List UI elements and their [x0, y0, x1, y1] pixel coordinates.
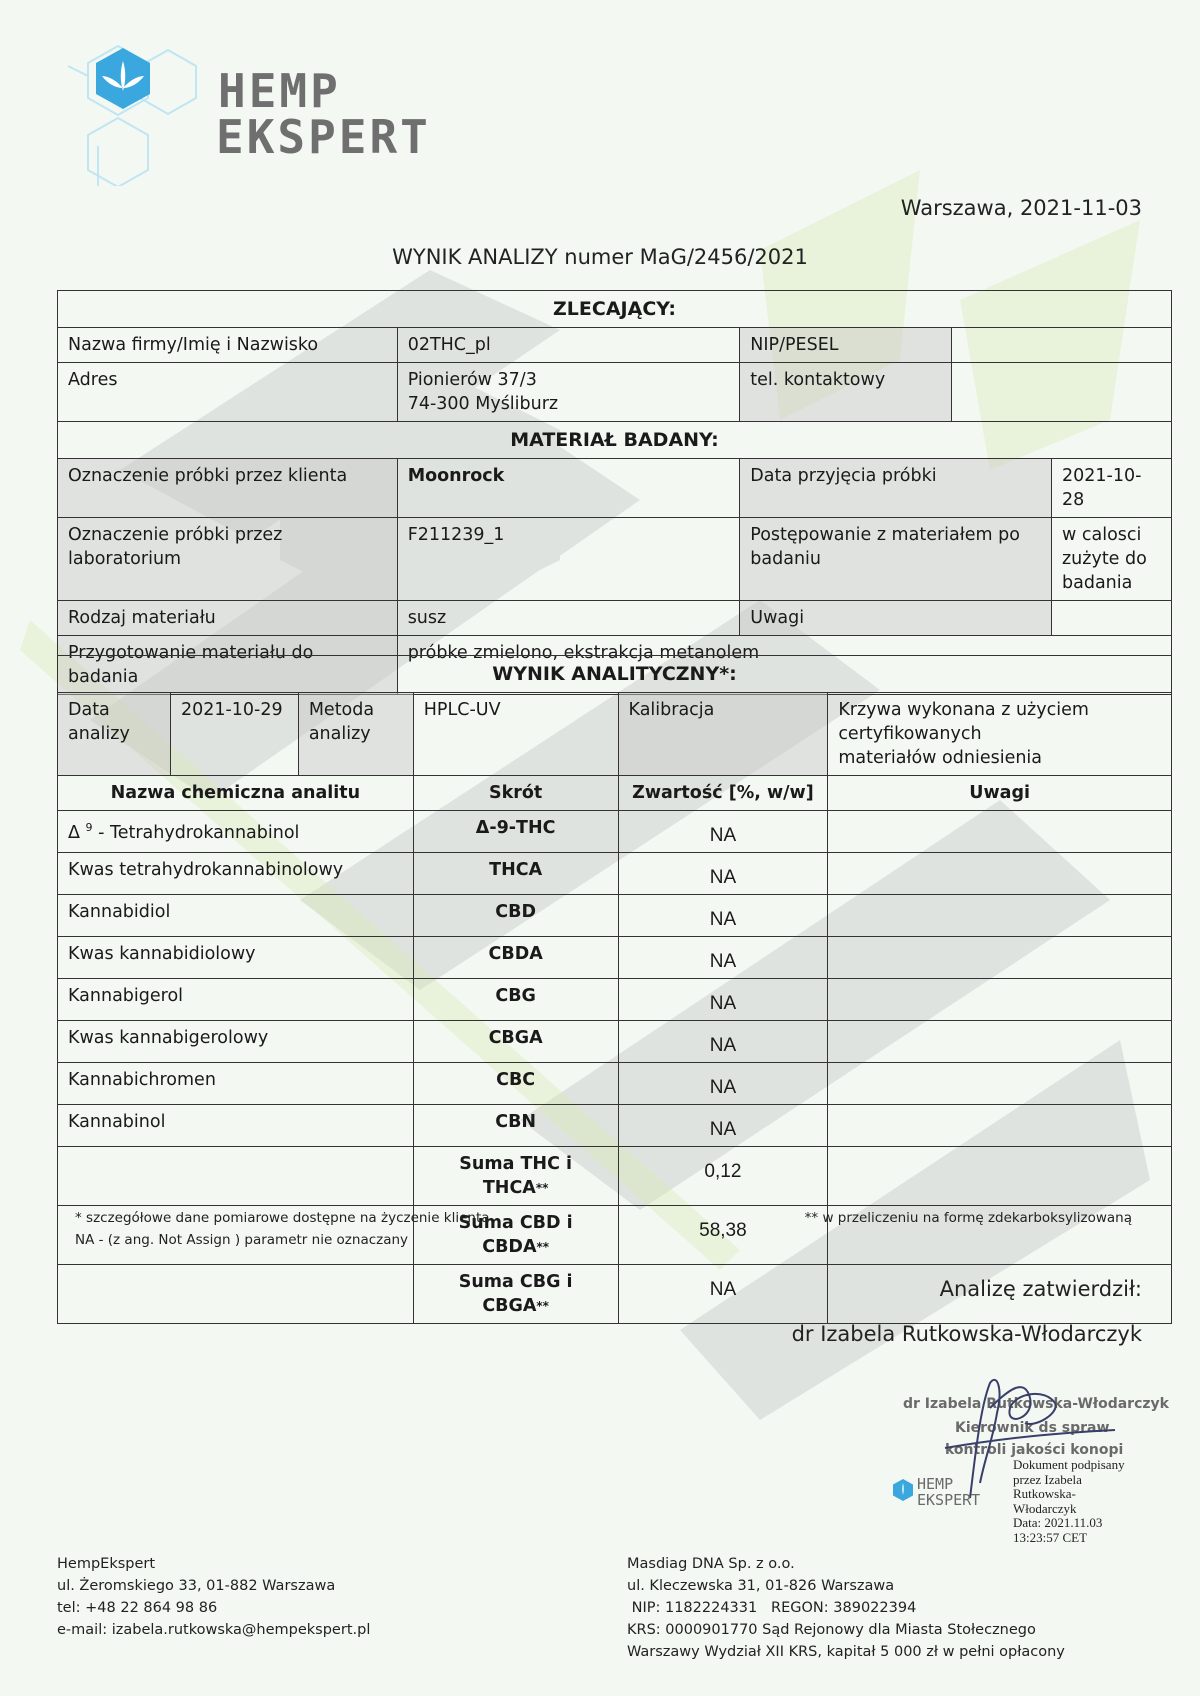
analyte-value: NA: [618, 1063, 828, 1105]
sum-label-text: Suma CBD i CBDA: [458, 1213, 573, 1257]
analyte-remark: [828, 811, 1172, 853]
analysis-date-value: 2021-10-29: [170, 693, 298, 776]
method-label-line-2: analizy: [308, 724, 371, 744]
table-row: [58, 853, 1172, 895]
footer-tax-ids: NIP: 1182224331 REGON: 389022394: [627, 1600, 917, 1616]
remarks-label: Uwagi: [740, 601, 1052, 636]
table-row: [58, 811, 1172, 853]
sum-value: 58,38: [618, 1206, 828, 1265]
analyte-abbr: CBC: [413, 1063, 618, 1105]
analysis-date-label-line-1: Data: [68, 700, 110, 720]
results-header-row: [58, 776, 1172, 811]
analyte-abbr: CBD: [413, 895, 618, 937]
analyte-name-superscript: 9: [85, 821, 93, 834]
sum-label-marker: **: [536, 1299, 549, 1313]
sum-label-marker: **: [535, 1181, 549, 1195]
approver-name: dr Izabela Rutkowska-Włodarczyk: [791, 1322, 1142, 1346]
calibration-value: [828, 693, 1172, 776]
logo-text: [216, 64, 431, 164]
table-row: [58, 895, 1172, 937]
sum-empty-cell: [58, 1265, 414, 1324]
approval-label: Analizę zatwierdził:: [939, 1277, 1142, 1301]
sum-label: [413, 1265, 618, 1324]
sum-empty-cell: [58, 1147, 414, 1206]
remarks-value: [1052, 601, 1172, 636]
analyte-name: Kannabigerol: [58, 979, 414, 1021]
analyte-value: NA: [618, 895, 828, 937]
analyte-remark: [828, 1063, 1172, 1105]
analyte-value: NA: [618, 853, 828, 895]
footer-address: ul. Kleczewska 31, 01-826 Warszawa: [627, 1578, 895, 1594]
client-name-value: 02THC_pl: [397, 328, 740, 363]
analyte-name: Kwas tetrahydrokannabinolowy: [58, 853, 414, 895]
city-date: Warszawa, 2021-11-03: [900, 196, 1142, 220]
client-material-table: [57, 290, 1172, 695]
preparation-value: próbke zmielono, ekstrakcja metanolem: [397, 636, 1171, 695]
analyte-abbr: CBG: [413, 979, 618, 1021]
stamp-logo-text: [917, 1476, 980, 1508]
table-row: [58, 1063, 1172, 1105]
footer-krs: KRS: 0000901770 Sąd Rejonowy dla Miasta Stołecznego: [627, 1622, 1036, 1638]
table-row: [58, 1021, 1172, 1063]
analyte-abbr: THCA: [413, 853, 618, 895]
method-value: HPLC-UV: [413, 693, 618, 776]
analyte-remark: [828, 979, 1172, 1021]
column-header-analyte: Nazwa chemiczna analitu: [58, 776, 414, 811]
analyte-abbr: CBN: [413, 1105, 618, 1147]
table-row: [58, 1105, 1172, 1147]
analyte-remark: [828, 937, 1172, 979]
analyte-name: Kannabinol: [58, 1105, 414, 1147]
phone-label: tel. kontaktowy: [740, 363, 952, 422]
analyte-abbr: CBGA: [413, 1021, 618, 1063]
footnote-decarboxylated: ** w przeliczeniu na formę zdekarboksylizowaną: [804, 1210, 1132, 1226]
footer-email: e-mail: izabela.rutkowska@hempekspert.pl: [57, 1622, 371, 1638]
analyte-value: NA: [618, 811, 828, 853]
handling-value-line-2: zużyte do: [1062, 549, 1147, 569]
footnote-measurement: * szczegółowe dane pomiarowe dostępne na życzenie klienta: [75, 1210, 490, 1226]
stamp-logo-hemp: HEMP: [917, 1475, 954, 1493]
table-row: [58, 937, 1172, 979]
footer-phone: tel: +48 22 864 98 86: [57, 1600, 218, 1616]
material-section-title: MATERIAŁ BADANY:: [58, 422, 1172, 459]
stamp-name: dr Izabela Rutkowska-Włodarczyk: [903, 1396, 1169, 1412]
footer-company-name: HempEkspert: [57, 1556, 156, 1572]
sum-label-text: Suma THC i THCA: [459, 1154, 572, 1198]
analysis-date-label: [58, 693, 171, 776]
esign-line: Dokument podpisany: [1013, 1457, 1125, 1472]
received-date-label: Data przyjęcia próbki: [740, 459, 1052, 518]
stamp-logo-icon: [891, 1478, 915, 1502]
phone-value: [952, 363, 1172, 422]
analyte-remark: [828, 1021, 1172, 1063]
nip-label: NIP/PESEL: [740, 328, 952, 363]
logo-hexagon-icon: [68, 36, 218, 186]
analyte-name: [58, 811, 414, 853]
material-type-label: Rodzaj materiału: [58, 601, 398, 636]
nip-value: [952, 328, 1172, 363]
hemp-ekspert-logo: [68, 36, 431, 186]
footer-left: [57, 1553, 370, 1641]
analyte-abbr: CBDA: [413, 937, 618, 979]
sum-label: [413, 1147, 618, 1206]
analyte-name: Kwas kannabigerolowy: [58, 1021, 414, 1063]
analyte-remark: [828, 853, 1172, 895]
handling-value-line-3: badania: [1062, 573, 1133, 593]
client-sample-id-value: Moonrock: [397, 459, 740, 518]
material-type-value: susz: [397, 601, 740, 636]
footer-company-name: Masdiag DNA Sp. z o.o.: [627, 1556, 795, 1572]
lab-sample-id-value: F211239_1: [397, 518, 740, 601]
client-name-label: Nazwa firmy/Imię i Nazwisko: [58, 328, 398, 363]
esign-line: Włodarczyk: [1013, 1500, 1077, 1516]
analyte-name: Kannabichromen: [58, 1063, 414, 1105]
column-header-abbr: Skrót: [413, 776, 618, 811]
esign-line: Data: 2021.11.03: [1013, 1515, 1103, 1530]
calibration-label: Kalibracja: [618, 693, 828, 776]
address-line-1: Pionierów 37/3: [407, 370, 537, 390]
stamp-role: Kierownik ds spraw: [955, 1420, 1110, 1436]
analyte-name: Kwas kannabidiolowy: [58, 937, 414, 979]
stamp-logo-ekspert: EKSPERT: [917, 1491, 981, 1509]
analyte-remark: [828, 895, 1172, 937]
esign-line: Rutkowska-: [1013, 1486, 1076, 1501]
footer-address: ul. Żeromskiego 33, 01-882 Warszawa: [57, 1578, 336, 1594]
analyte-value: NA: [618, 1021, 828, 1063]
table-row: [58, 979, 1172, 1021]
sum-value: 0,12: [618, 1147, 828, 1206]
column-header-content: Zwartość [%, w/w]: [618, 776, 828, 811]
client-sample-id-label: Oznaczenie próbki przez klienta: [58, 459, 398, 518]
footnote-na: NA - (z ang. Not Assign ) parametr nie oznaczany: [75, 1232, 409, 1248]
sum-label-marker: **: [536, 1240, 550, 1254]
analyte-remark: [828, 1105, 1172, 1147]
method-label-line-1: Metoda: [308, 700, 375, 720]
analysis-date-label-line-2: analizy: [68, 724, 130, 744]
results-section-title: WYNIK ANALITYCZNY*:: [58, 656, 1172, 693]
lab-sample-id-label: Oznaczenie próbki przez laboratorium: [58, 518, 398, 601]
sum-remark: [828, 1147, 1172, 1206]
analyte-value: NA: [618, 1105, 828, 1147]
calibration-value-line-2: materiałów odniesienia: [838, 748, 1043, 768]
preparation-label: Przygotowanie materiału do badania: [58, 636, 398, 695]
analyte-name-text: - Tetrahydrokannabinol: [92, 822, 300, 843]
calibration-value-line-1: Krzywa wykonana z użyciem certyfikowanych: [838, 700, 1089, 744]
method-label: [298, 693, 413, 776]
electronic-signature-note: [1013, 1458, 1125, 1545]
sum-row: [58, 1147, 1172, 1206]
handling-value-line-1: w calosci: [1062, 525, 1142, 545]
address-line-2: 74-300 Myśliburz: [407, 394, 559, 414]
analyte-value: NA: [618, 979, 828, 1021]
client-section-title: ZLECAJĄCY:: [58, 291, 1172, 328]
esign-line: przez Izabela: [1013, 1471, 1082, 1487]
address-label: Adres: [58, 363, 398, 422]
handling-label: Postępowanie z materiałem po badaniu: [740, 518, 1052, 601]
analyte-name-prefix: Δ: [68, 822, 86, 843]
stamp-department: kontroli jakości konopi: [945, 1442, 1124, 1458]
sum-value: NA: [618, 1265, 828, 1324]
footer-court: Warszawy Wydział XII KRS, kapitał 5 000 zł w pełni opłacony: [627, 1644, 1065, 1660]
analyte-name: Kannabidiol: [58, 895, 414, 937]
analyte-abbr: Δ-9-THC: [413, 811, 618, 853]
document-title: WYNIK ANALIZY numer MaG/2456/2021: [392, 245, 808, 269]
address-value: [397, 363, 740, 422]
sum-label-text: Suma CBG i CBGA: [458, 1272, 573, 1316]
analyte-value: NA: [618, 937, 828, 979]
logo-text-hemp: HEMP: [218, 64, 341, 118]
received-date-value: 2021-10-28: [1052, 459, 1172, 518]
footer-right: [627, 1553, 1065, 1663]
column-header-remarks: Uwagi: [828, 776, 1172, 811]
logo-text-ekspert: EKSPERT: [216, 110, 431, 164]
handling-value: [1052, 518, 1172, 601]
esign-line: 13:23:57 CET: [1013, 1529, 1088, 1545]
